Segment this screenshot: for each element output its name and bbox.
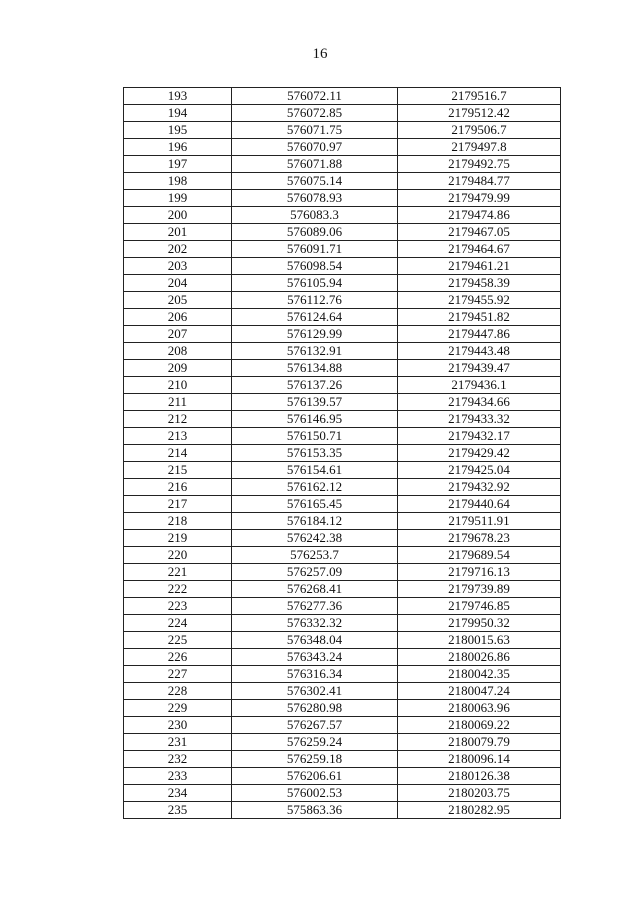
y-coordinate-cell: 2179506.7 bbox=[398, 122, 561, 139]
point-number-cell: 232 bbox=[124, 751, 232, 768]
point-number-cell: 230 bbox=[124, 717, 232, 734]
point-number-cell: 217 bbox=[124, 496, 232, 513]
point-number-cell: 213 bbox=[124, 428, 232, 445]
point-number-cell: 196 bbox=[124, 139, 232, 156]
x-coordinate-cell: 576268.41 bbox=[232, 581, 398, 598]
x-coordinate-cell: 576134.88 bbox=[232, 360, 398, 377]
x-coordinate-cell: 576139.57 bbox=[232, 394, 398, 411]
table-row bbox=[124, 241, 561, 258]
x-coordinate-cell: 576259.18 bbox=[232, 751, 398, 768]
point-number-cell: 197 bbox=[124, 156, 232, 173]
table-row bbox=[124, 683, 561, 700]
table-row bbox=[124, 496, 561, 513]
y-coordinate-cell: 2179432.92 bbox=[398, 479, 561, 496]
coordinates-table bbox=[123, 87, 561, 819]
table-row bbox=[124, 207, 561, 224]
point-number-cell: 207 bbox=[124, 326, 232, 343]
point-number-cell: 210 bbox=[124, 377, 232, 394]
table-row bbox=[124, 360, 561, 377]
point-number-cell: 223 bbox=[124, 598, 232, 615]
point-number-cell: 221 bbox=[124, 564, 232, 581]
y-coordinate-cell: 2179516.7 bbox=[398, 88, 561, 105]
y-coordinate-cell: 2179746.85 bbox=[398, 598, 561, 615]
point-number-cell: 215 bbox=[124, 462, 232, 479]
y-coordinate-cell: 2180096.14 bbox=[398, 751, 561, 768]
table-row bbox=[124, 156, 561, 173]
x-coordinate-cell: 576146.95 bbox=[232, 411, 398, 428]
y-coordinate-cell: 2179458.39 bbox=[398, 275, 561, 292]
table-row bbox=[124, 445, 561, 462]
point-number-cell: 201 bbox=[124, 224, 232, 241]
table-row bbox=[124, 598, 561, 615]
table-row bbox=[124, 190, 561, 207]
point-number-cell: 233 bbox=[124, 768, 232, 785]
y-coordinate-cell: 2179739.89 bbox=[398, 581, 561, 598]
x-coordinate-cell: 576129.99 bbox=[232, 326, 398, 343]
x-coordinate-cell: 576277.36 bbox=[232, 598, 398, 615]
point-number-cell: 208 bbox=[124, 343, 232, 360]
y-coordinate-cell: 2179689.54 bbox=[398, 547, 561, 564]
table-row bbox=[124, 292, 561, 309]
x-coordinate-cell: 576153.35 bbox=[232, 445, 398, 462]
y-coordinate-cell: 2180126.38 bbox=[398, 768, 561, 785]
point-number-cell: 220 bbox=[124, 547, 232, 564]
y-coordinate-cell: 2180069.22 bbox=[398, 717, 561, 734]
table-row bbox=[124, 122, 561, 139]
point-number-cell: 193 bbox=[124, 88, 232, 105]
table-row bbox=[124, 377, 561, 394]
y-coordinate-cell: 2179433.32 bbox=[398, 411, 561, 428]
x-coordinate-cell: 576165.45 bbox=[232, 496, 398, 513]
x-coordinate-cell: 576132.91 bbox=[232, 343, 398, 360]
table-row bbox=[124, 411, 561, 428]
x-coordinate-cell: 576089.06 bbox=[232, 224, 398, 241]
x-coordinate-cell: 575863.36 bbox=[232, 802, 398, 819]
table-row bbox=[124, 139, 561, 156]
point-number-cell: 231 bbox=[124, 734, 232, 751]
x-coordinate-cell: 576253.7 bbox=[232, 547, 398, 564]
point-number-cell: 203 bbox=[124, 258, 232, 275]
table-row bbox=[124, 547, 561, 564]
table-row bbox=[124, 105, 561, 122]
point-number-cell: 228 bbox=[124, 683, 232, 700]
y-coordinate-cell: 2180015.63 bbox=[398, 632, 561, 649]
table-row bbox=[124, 326, 561, 343]
point-number-cell: 204 bbox=[124, 275, 232, 292]
x-coordinate-cell: 576124.64 bbox=[232, 309, 398, 326]
x-coordinate-cell: 576071.75 bbox=[232, 122, 398, 139]
x-coordinate-cell: 576070.97 bbox=[232, 139, 398, 156]
table-row bbox=[124, 309, 561, 326]
point-number-cell: 222 bbox=[124, 581, 232, 598]
coordinates-table-body bbox=[124, 88, 561, 819]
x-coordinate-cell: 576348.04 bbox=[232, 632, 398, 649]
y-coordinate-cell: 2179950.32 bbox=[398, 615, 561, 632]
point-number-cell: 212 bbox=[124, 411, 232, 428]
y-coordinate-cell: 2179447.86 bbox=[398, 326, 561, 343]
table-row bbox=[124, 615, 561, 632]
table-row bbox=[124, 343, 561, 360]
y-coordinate-cell: 2179492.75 bbox=[398, 156, 561, 173]
y-coordinate-cell: 2180042.35 bbox=[398, 666, 561, 683]
y-coordinate-cell: 2179429.42 bbox=[398, 445, 561, 462]
x-coordinate-cell: 576083.3 bbox=[232, 207, 398, 224]
point-number-cell: 235 bbox=[124, 802, 232, 819]
table-row bbox=[124, 428, 561, 445]
x-coordinate-cell: 576075.14 bbox=[232, 173, 398, 190]
point-number-cell: 209 bbox=[124, 360, 232, 377]
table-row bbox=[124, 802, 561, 819]
point-number-cell: 225 bbox=[124, 632, 232, 649]
y-coordinate-cell: 2179479.99 bbox=[398, 190, 561, 207]
x-coordinate-cell: 576343.24 bbox=[232, 649, 398, 666]
y-coordinate-cell: 2179451.82 bbox=[398, 309, 561, 326]
x-coordinate-cell: 576112.76 bbox=[232, 292, 398, 309]
x-coordinate-cell: 576332.32 bbox=[232, 615, 398, 632]
point-number-cell: 202 bbox=[124, 241, 232, 258]
x-coordinate-cell: 576267.57 bbox=[232, 717, 398, 734]
table-row bbox=[124, 173, 561, 190]
y-coordinate-cell: 2179461.21 bbox=[398, 258, 561, 275]
y-coordinate-cell: 2179443.48 bbox=[398, 343, 561, 360]
x-coordinate-cell: 576302.41 bbox=[232, 683, 398, 700]
x-coordinate-cell: 576280.98 bbox=[232, 700, 398, 717]
y-coordinate-cell: 2179425.04 bbox=[398, 462, 561, 479]
x-coordinate-cell: 576259.24 bbox=[232, 734, 398, 751]
y-coordinate-cell: 2179464.67 bbox=[398, 241, 561, 258]
y-coordinate-cell: 2180282.95 bbox=[398, 802, 561, 819]
point-number-cell: 229 bbox=[124, 700, 232, 717]
table-row bbox=[124, 734, 561, 751]
point-number-cell: 216 bbox=[124, 479, 232, 496]
table-row bbox=[124, 275, 561, 292]
x-coordinate-cell: 576184.12 bbox=[232, 513, 398, 530]
point-number-cell: 214 bbox=[124, 445, 232, 462]
table-row bbox=[124, 666, 561, 683]
y-coordinate-cell: 2180203.75 bbox=[398, 785, 561, 802]
table-row bbox=[124, 258, 561, 275]
x-coordinate-cell: 576091.71 bbox=[232, 241, 398, 258]
point-number-cell: 218 bbox=[124, 513, 232, 530]
table-row bbox=[124, 394, 561, 411]
table-row bbox=[124, 717, 561, 734]
table-row bbox=[124, 513, 561, 530]
x-coordinate-cell: 576242.38 bbox=[232, 530, 398, 547]
y-coordinate-cell: 2180079.79 bbox=[398, 734, 561, 751]
point-number-cell: 211 bbox=[124, 394, 232, 411]
y-coordinate-cell: 2179716.13 bbox=[398, 564, 561, 581]
x-coordinate-cell: 576078.93 bbox=[232, 190, 398, 207]
x-coordinate-cell: 576206.61 bbox=[232, 768, 398, 785]
table-row bbox=[124, 751, 561, 768]
y-coordinate-cell: 2180047.24 bbox=[398, 683, 561, 700]
x-coordinate-cell: 576154.61 bbox=[232, 462, 398, 479]
y-coordinate-cell: 2180026.86 bbox=[398, 649, 561, 666]
table-row bbox=[124, 88, 561, 105]
y-coordinate-cell: 2180063.96 bbox=[398, 700, 561, 717]
point-number-cell: 195 bbox=[124, 122, 232, 139]
table-row bbox=[124, 530, 561, 547]
point-number-cell: 224 bbox=[124, 615, 232, 632]
y-coordinate-cell: 2179432.17 bbox=[398, 428, 561, 445]
table-row bbox=[124, 768, 561, 785]
point-number-cell: 198 bbox=[124, 173, 232, 190]
table-row bbox=[124, 700, 561, 717]
table-row bbox=[124, 462, 561, 479]
x-coordinate-cell: 576098.54 bbox=[232, 258, 398, 275]
y-coordinate-cell: 2179439.47 bbox=[398, 360, 561, 377]
x-coordinate-cell: 576072.85 bbox=[232, 105, 398, 122]
y-coordinate-cell: 2179440.64 bbox=[398, 496, 561, 513]
y-coordinate-cell: 2179497.8 bbox=[398, 139, 561, 156]
y-coordinate-cell: 2179511.91 bbox=[398, 513, 561, 530]
y-coordinate-cell: 2179455.92 bbox=[398, 292, 561, 309]
point-number-cell: 205 bbox=[124, 292, 232, 309]
x-coordinate-cell: 576137.26 bbox=[232, 377, 398, 394]
x-coordinate-cell: 576105.94 bbox=[232, 275, 398, 292]
point-number-cell: 226 bbox=[124, 649, 232, 666]
x-coordinate-cell: 576316.34 bbox=[232, 666, 398, 683]
table-row bbox=[124, 479, 561, 496]
y-coordinate-cell: 2179484.77 bbox=[398, 173, 561, 190]
table-row bbox=[124, 649, 561, 666]
table-row bbox=[124, 581, 561, 598]
point-number-cell: 219 bbox=[124, 530, 232, 547]
point-number-cell: 200 bbox=[124, 207, 232, 224]
point-number-cell: 206 bbox=[124, 309, 232, 326]
y-coordinate-cell: 2179678.23 bbox=[398, 530, 561, 547]
y-coordinate-cell: 2179474.86 bbox=[398, 207, 561, 224]
table-row bbox=[124, 224, 561, 241]
x-coordinate-cell: 576257.09 bbox=[232, 564, 398, 581]
x-coordinate-cell: 576071.88 bbox=[232, 156, 398, 173]
page-number: 16 bbox=[312, 46, 328, 62]
point-number-cell: 194 bbox=[124, 105, 232, 122]
point-number-cell: 227 bbox=[124, 666, 232, 683]
point-number-cell: 234 bbox=[124, 785, 232, 802]
x-coordinate-cell: 576072.11 bbox=[232, 88, 398, 105]
x-coordinate-cell: 576150.71 bbox=[232, 428, 398, 445]
y-coordinate-cell: 2179434.66 bbox=[398, 394, 561, 411]
point-number-cell: 199 bbox=[124, 190, 232, 207]
x-coordinate-cell: 576162.12 bbox=[232, 479, 398, 496]
table-row bbox=[124, 564, 561, 581]
x-coordinate-cell: 576002.53 bbox=[232, 785, 398, 802]
y-coordinate-cell: 2179512.42 bbox=[398, 105, 561, 122]
table-row bbox=[124, 632, 561, 649]
y-coordinate-cell: 2179436.1 bbox=[398, 377, 561, 394]
table-row bbox=[124, 785, 561, 802]
y-coordinate-cell: 2179467.05 bbox=[398, 224, 561, 241]
